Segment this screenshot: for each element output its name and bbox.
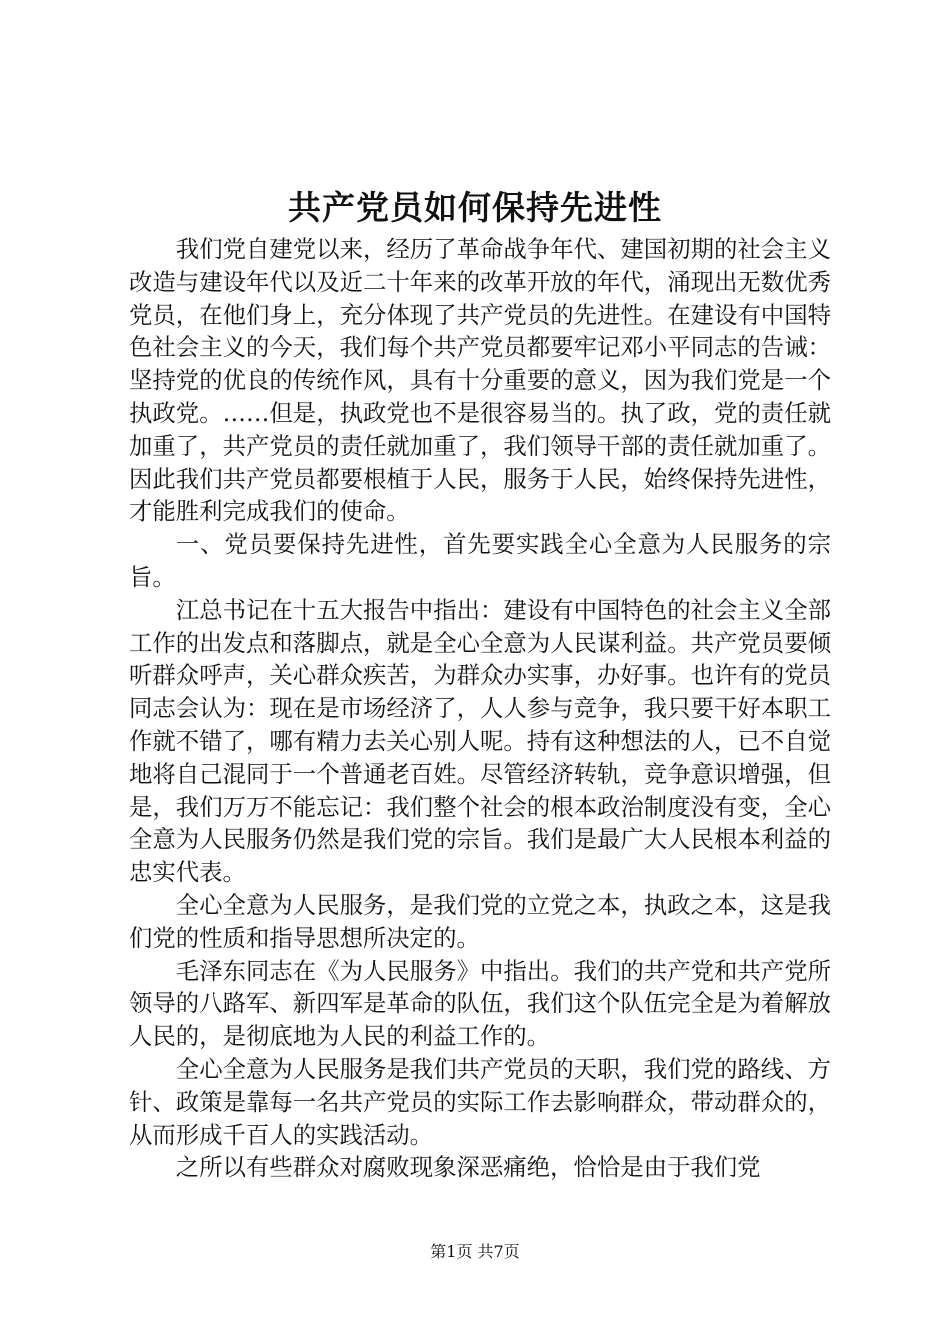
paragraph: 毛泽东同志在《为人民服务》中指出。我们的共产党和共产党所领导的八路军、新四军是革命的队伍，我们这个队伍完全是为着解放人民的，是彻底地为人民的利益工作的。 [129,956,831,1051]
paragraph: 江总书记在十五大报告中指出：建设有中国特色的社会主义全部工作的出发点和落脚点，就是全心全意为人民谋利益。共产党员要倾听群众呼声，关心群众疾苦，为群众办实事，办好事。也许有的党员同志会认为：现在是市场经济了，人人参与竞争，我只要干好本职工作就不错了，哪有精力去关心别人呢。持有这种想法的人，已不自觉地将自己混同于一个普通老百姓。尽管经济转轨，竞争意识增强，但是，我们万万不能忘记：我们整个社会的根本政治制度没有变，全心全意为人民服务仍然是我们党的宗旨。我们是最广大人民根本利益的忠实代表。 [129,595,831,887]
paragraph: 全心全意为人民服务是我们共产党员的天职，我们党的路线、方针、政策是靠每一名共产党员的实际工作去影响群众，带动群众的，从而形成千百人的实践活动。 [129,1054,831,1149]
page-number-footer: 第1页 共7页 [430,1242,520,1261]
paragraph: 我们党自建党以来，经历了革命战争年代、建国初期的社会主义改造与建设年代以及近二十年来的改革开放的年代，涌现出无数优秀党员，在他们身上，充分体现了共产党员的先进性。在建设有中国特色社会主义的今天，我们每个共产党员都要牢记邓小平同志的告诫：坚持党的优良的传统作风，具有十分重要的意义，因为我们党是一个执政党。……但是，执政党也不是很容易当的。执了政，党的责任就加重了，共产党员的责任就加重了，我们领导干部的责任就加重了。因此我们共产党员都要根植于人民，服务于人民，始终保持先进性，才能胜利完成我们的使命。 [129,235,831,526]
paragraph: 一、党员要保持先进性，首先要实践全心全意为人民服务的宗旨。 [129,530,831,591]
document-title: 共产党员如何保持先进性 [288,188,662,227]
paragraph: 之所以有些群众对腐败现象深恶痛绝，恰恰是由于我们党 [175,1153,761,1182]
document-body [129,233,831,1184]
paragraph: 全心全意为人民服务，是我们党的立党之本，执政之本，这是我们党的性质和指导思想所决定的。 [129,890,831,952]
